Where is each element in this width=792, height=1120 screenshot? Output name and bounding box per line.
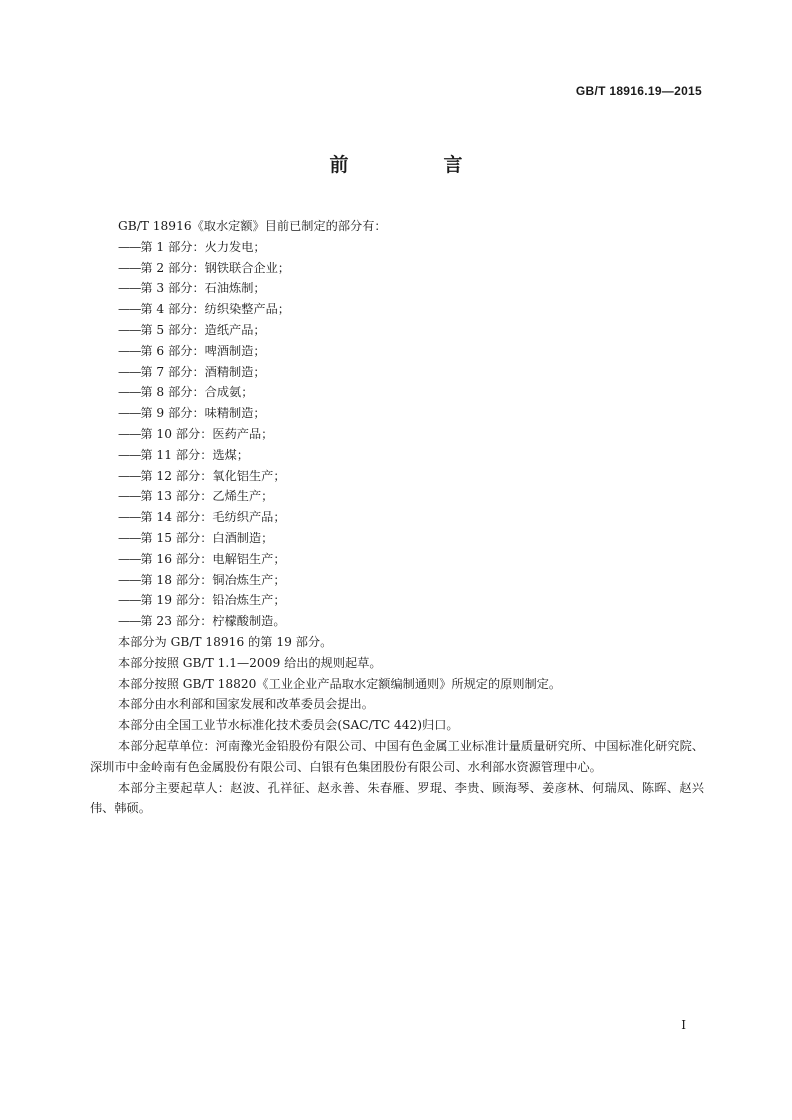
statement-line: 本部分为 GB/T 18916 的第 19 部分。 (118, 634, 333, 649)
standard-code: GB/T 18916.19—2015 (575, 84, 702, 98)
part-item-text: 第 6 部分：啤酒制造； (140, 343, 266, 358)
part-item-text: 第 3 部分：石油炼制； (140, 281, 266, 296)
em-dash-marker: —— (118, 510, 141, 525)
page-title: 前 言 (329, 154, 501, 176)
part-item-text: 第 8 部分：合成氨； (140, 385, 254, 400)
part-item-text: 第 16 部分：电解铝生产； (140, 551, 286, 566)
statements-list (90, 632, 704, 736)
drafting-units-paragraph: 本部分起草单位：河南豫光金铅股份有限公司、中国有色金属工业标准计量质量研究所、中国标准化研究院、深圳市中金岭南有色金属股份有限公司、白银有色集团股份有限公司、水利部水资源管理中心。 (90, 738, 704, 774)
part-item-text: 第 18 部分：铜冶炼生产； (140, 572, 286, 587)
part-item-text: 第 9 部分：味精制造； (140, 406, 266, 421)
em-dash-marker: —— (118, 406, 141, 421)
part-list-item (90, 611, 704, 632)
part-list-item (90, 466, 704, 487)
part-item-text: 第 1 部分：火力发电； (140, 239, 266, 254)
part-list-item (90, 528, 704, 549)
document-body (90, 216, 704, 819)
part-list-item (90, 278, 704, 299)
em-dash-marker: —— (118, 364, 141, 379)
part-item-text: 第 13 部分：乙烯生产； (140, 489, 274, 504)
part-list-item (90, 549, 704, 570)
part-list-item (90, 507, 704, 528)
statement-line: 本部分由全国工业节水标准化技术委员会(SAC/TC 442)归口。 (118, 718, 459, 733)
em-dash-marker: —— (118, 489, 141, 504)
part-item-text: 第 12 部分：氧化铝生产； (140, 468, 286, 483)
part-item-text: 第 4 部分：纺织染整产品； (140, 302, 290, 317)
em-dash-marker: —— (118, 593, 141, 608)
part-item-text: 第 2 部分：钢铁联合企业； (140, 260, 290, 275)
em-dash-marker: —— (118, 468, 141, 483)
em-dash-marker: —— (118, 322, 141, 337)
em-dash-marker: —— (118, 281, 141, 296)
part-list-item (90, 382, 704, 403)
part-list-item (90, 341, 704, 362)
part-list-item (90, 590, 704, 611)
statement-line: 本部分由水利部和国家发展和改革委员会提出。 (118, 697, 374, 712)
part-item-text: 第 5 部分：造纸产品； (140, 322, 266, 337)
em-dash-marker: —— (118, 614, 141, 629)
em-dash-marker: —— (118, 343, 141, 358)
part-item-text: 第 7 部分：酒精制造； (140, 364, 266, 379)
intro-line: GB/T 18916《取水定额》目前已制定的部分有： (118, 219, 387, 233)
part-list-item (90, 237, 704, 258)
em-dash-marker: —— (118, 426, 141, 441)
statement-line: 本部分按照 GB/T 18820《工业企业产品取水定额编制通则》所规定的原则制定。 (118, 676, 562, 691)
part-list-item (90, 570, 704, 591)
em-dash-marker: —— (118, 572, 141, 587)
part-list-item (90, 299, 704, 320)
part-item-text: 第 11 部分：选煤； (140, 447, 249, 462)
part-item-text: 第 10 部分：医药产品； (140, 426, 274, 441)
parts-list (90, 237, 704, 632)
em-dash-marker: —— (118, 260, 141, 275)
part-item-text: 第 23 部分：柠檬酸制造。 (140, 614, 286, 629)
em-dash-marker: —— (118, 385, 141, 400)
part-list-item (90, 424, 704, 445)
em-dash-marker: —— (118, 530, 141, 545)
drafters-paragraph: 本部分主要起草人：赵波、孔祥征、赵永善、朱春雁、罗琨、李贵、顾海琴、姜彦林、何瑞凤、陈晖、赵兴伟、韩硕。 (90, 780, 704, 816)
part-item-text: 第 14 部分：毛纺织产品； (140, 510, 286, 525)
page-number: I (681, 1018, 686, 1032)
em-dash-marker: —— (118, 551, 141, 566)
part-item-text: 第 15 部分：白酒制造； (140, 530, 274, 545)
part-list-item (90, 403, 704, 424)
part-list-item (90, 320, 704, 341)
em-dash-marker: —— (118, 239, 141, 254)
part-list-item (90, 445, 704, 466)
em-dash-marker: —— (118, 447, 141, 462)
part-list-item (90, 362, 704, 383)
part-list-item (90, 258, 704, 279)
part-item-text: 第 19 部分：铅冶炼生产； (140, 593, 286, 608)
part-list-item (90, 486, 704, 507)
em-dash-marker: —— (118, 302, 141, 317)
statement-line: 本部分按照 GB/T 1.1—2009 给出的规则起草。 (118, 655, 382, 670)
